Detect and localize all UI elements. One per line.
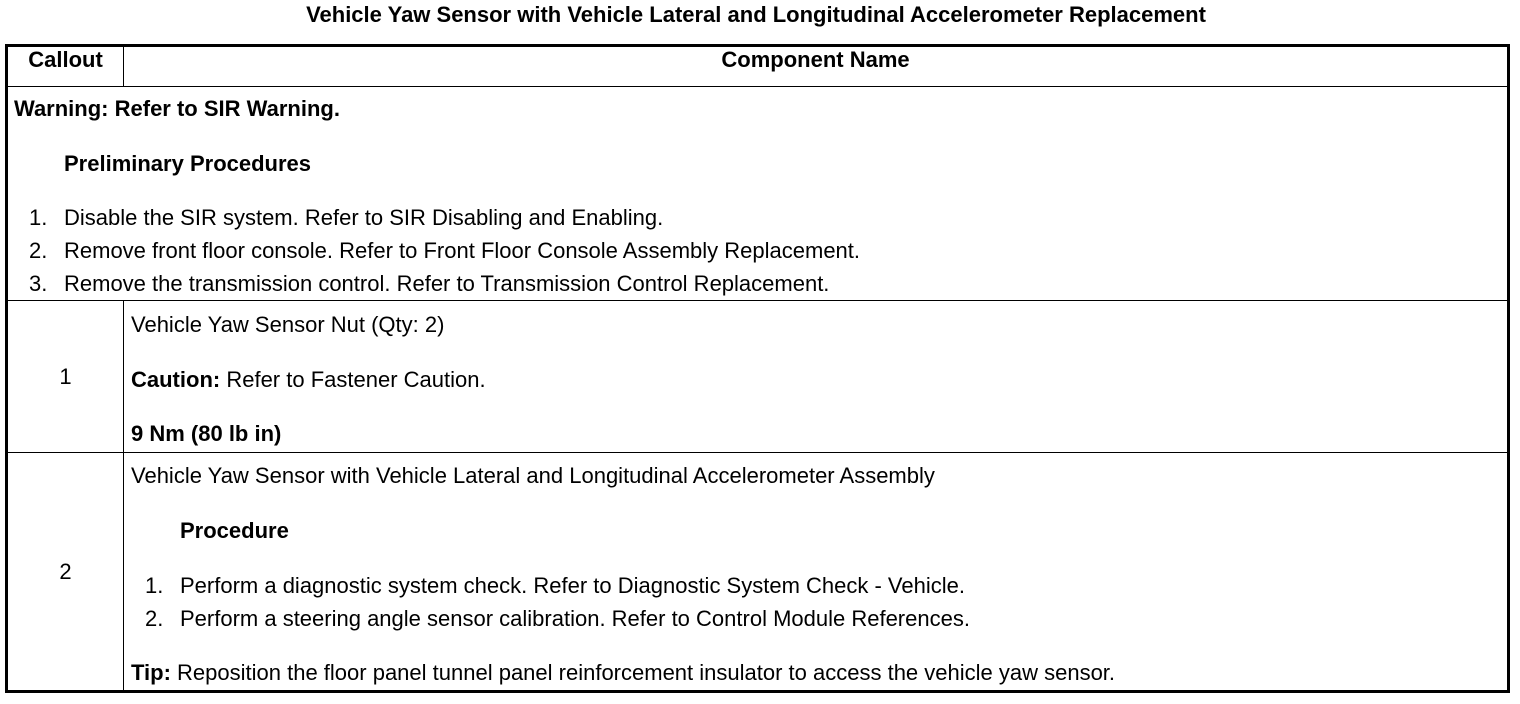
torque-spec: 9 Nm (80 lb in) [131,421,282,446]
preliminary-row [7,87,1509,301]
procedure-step-text: Perform a diagnostic system check. Refer to Diagnostic System Check - Vehicle. [180,573,965,598]
component-name: Vehicle Yaw Sensor with Vehicle Lateral and Longitudinal Accelerometer Assembly [131,463,935,488]
procedure-step-num: 2. [145,606,164,631]
callout-cell: 1 [7,301,124,453]
caution-note [131,367,486,393]
procedure-step-num: 1. [145,573,164,598]
component-name: Vehicle Yaw Sensor Nut (Qty: 2) [131,312,445,337]
caution-text: Refer to Fastener Caution. [226,367,486,392]
document-title: Vehicle Yaw Sensor with Vehicle Lateral and Longitudinal Accelerometer Replacement [306,2,1206,27]
preliminary-cell [7,87,1509,301]
prelim-step-text: Remove front floor console. Refer to Front Floor Console Assembly Replacement. [64,238,861,263]
warning-note [14,96,340,122]
warning-text: Refer to SIR Warning. [114,96,340,121]
prelim-step-num: 2. [29,238,48,263]
procedure-heading: Procedure [180,518,289,543]
warning-label: Warning: [14,96,109,121]
caution-label: Caution: [131,367,221,392]
procedure-step-text: Perform a steering angle sensor calibration. Refer to Control Module References. [180,606,970,631]
prelim-step-num: 3. [29,271,48,296]
preliminary-heading: Preliminary Procedures [64,151,312,176]
callout-cell: 2 [7,453,124,692]
component-cell [124,453,1509,692]
component-table [5,44,1510,693]
table-header-row [7,46,1509,87]
header-callout: Callout [7,46,124,87]
table-row [7,453,1509,692]
tip-label: Tip: [131,660,171,685]
component-cell [124,301,1509,453]
prelim-step-text: Remove the transmission control. Refer to Transmission Control Replacement. [64,271,830,296]
prelim-step-num: 1. [29,205,48,230]
tip-text: Reposition the floor panel tunnel panel reinforcement insulator to access the vehicle yaw sensor. [177,660,1116,685]
table-row [7,301,1509,453]
prelim-step-text: Disable the SIR system. Refer to SIR Disabling and Enabling. [64,205,664,230]
tip-note [131,660,1115,686]
header-component-name: Component Name [124,46,1509,87]
